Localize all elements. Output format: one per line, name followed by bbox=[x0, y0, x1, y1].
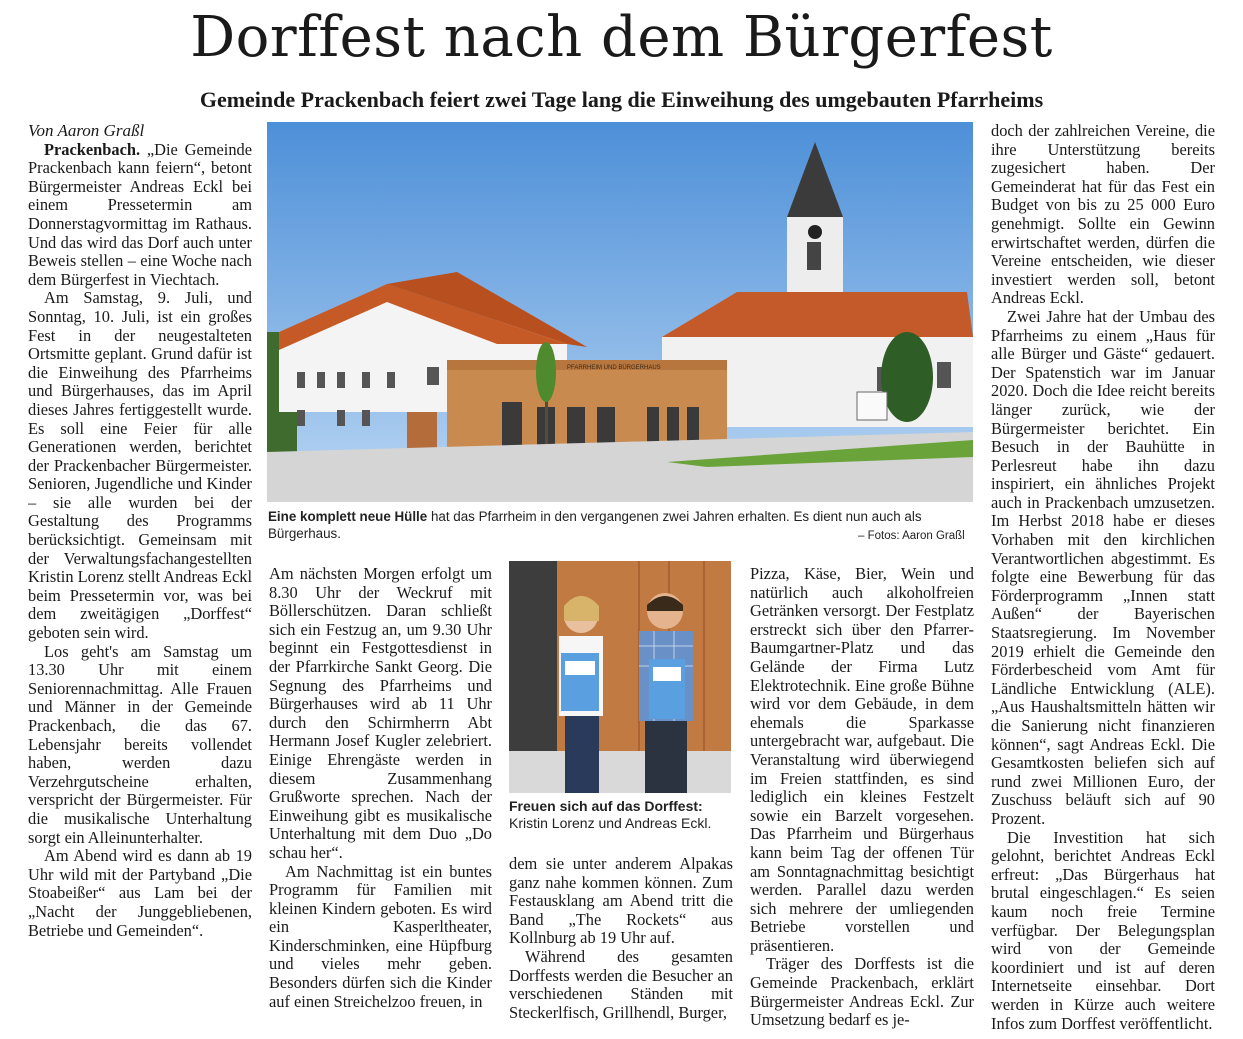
paragraph: Während des gesamten Dorffests werden die Besucher an verschiedenen Ständen mit Steckerlfisch, Grillhendl, Burger, bbox=[509, 946, 733, 1022]
paragraph: Am nächsten Morgen erfolgt um 8.30 Uhr der Weckruf mit Böllerschützen. Daran schließt sich ein Festzug an, um 9.30 Uhr beginnt ein Festgottesdienst in der Pfarrkirche Sankt Georg. Die Segnung des Pfarrheims und Bürgerhauses wird ab 11 Uhr durch den Schirmherrn Abt Hermann Josef Kugler zelebriert. Einige Ehrengäste werden in diesem Zusammenhang Grußworte sprechen. Nach der Einweihung gibt es musikalische Unterhaltung mit dem Duo „Do schau her“. bbox=[269, 565, 492, 862]
column-5 bbox=[991, 122, 1215, 1034]
column-1 bbox=[28, 122, 252, 1034]
paragraph: Prackenbach. „Die Gemeinde Prackenbach kann feiern“, betont Bürgermeister Andreas Eckl bei einem Pressetermin am Donnerstagvormittag im Rathaus. Und das wird das Dorf auch unter Beweis stellen – eine Woche nach dem Bürgerfest in Viechtach. bbox=[28, 139, 252, 289]
column-3 bbox=[509, 855, 733, 1033]
headline: Dorffest nach dem Bürgerfest bbox=[190, 5, 1053, 70]
subheadline: Gemeinde Prackenbach feiert zwei Tage lang die Einweihung des umgebauten Pfarrheims bbox=[199, 87, 1044, 112]
paragraph: Am Abend wird es dann ab 19 Uhr wild mit der Partyband „Die Stoabeißer“ aus Lam bei der „Nacht der Junggebliebenen, Betriebe und Gemeinden“. bbox=[28, 846, 252, 940]
author-line: Von Aaron Graßl bbox=[28, 122, 145, 140]
paragraph: Die Investition hat sich gelohnt, berichtet Andreas Eckl erfreut: „Das Bürgerhaus hat brutal eingeschlagen.“ Es seien kaum noch freie Termine verfügbar. Der Belegungsplan wird von der Gemeinde koordiniert und ist auf deren Internetseite einsehbar. Dort werden in Kürze auch weitere Infos zum Dorffest veröffentlicht. bbox=[991, 827, 1215, 1033]
building-sign: PFARRHEIM UND BÜRGERHAUS bbox=[567, 365, 661, 371]
paragraph: Pizza, Käse, Bier, Wein und natürlich auch alkoholfreien Getränken versorgt. Der Festplatz erstreckt sich über den Pfarrer-Baumgartner-Platz und das Gelände der Firma Lutz Elektrotechnik. Eine große Bühne wird vor dem Gebäude, in dem ehemals die Sparkasse untergebracht war, aufgebaut. Die Veranstaltung wird überwiegend im Freien stattfinden, es sind lediglich ein kleines Festzelt sowie ein Barzelt vorgesehen. Das Pfarrheim und Bürgerhaus kann beim Tag der offenen Tür am Sonntagnachmittag besichtigt werden. Parallel dazu werden sich mehrere der umliegenden Betriebe vorstellen und präsentieren. bbox=[750, 565, 974, 955]
dateline: Prackenbach. bbox=[44, 139, 141, 159]
paragraph: Am Samstag, 9. Juli, und Sonntag, 10. Juli, ist ein großes Fest in der neugestalteten Ortsmitte geplant. Grund dafür ist die Einweihung des Pfarrheims und Bürgerhauses, das im April dieses Jahres fertiggestellt wurde. Es soll eine Feier für alle Generationen werden, berichtet der Prackenbacher Bürgermeister. Senioren, Jugendliche und Kinder – sie alle wurden bei der Gestaltung des Programms berücksichtigt. Gemeinsam mit der Verwaltungsfachangestellten Kristin Lorenz stellt Andreas Eckl beim Pressetermin vor, was bei dem zweitägigen „Dorffest“ geboten sein wird. bbox=[28, 288, 252, 643]
paragraph: doch der zahlreichen Vereine, die ihre Unterstützung bereits zugesichert haben. Der Gemeinderat hat für das Fest ein Budget von bis zu 25 000 Euro genehmigt. Sollte ein Gewinn erwirtschaftet werden, dürfen die Vereine entscheiden, wie dieser investiert werden soll, betont Andreas Eckl. bbox=[991, 122, 1215, 308]
main-photo bbox=[267, 122, 973, 502]
paragraph: Träger des Dorffests ist die Gemeinde Prackenbach, erklärt Bürgermeister Andreas Eckl. Zur Umsetzung bedarf es je- bbox=[750, 954, 974, 1030]
column-2 bbox=[269, 565, 492, 1033]
column-4 bbox=[750, 565, 974, 1033]
paragraph: dem sie unter anderem Alpakas ganz nahe kommen können. Zum Festausklang am Abend tritt die Band „The Rockets“ aus Kollnburg ab 19 Uhr auf. bbox=[509, 855, 733, 948]
paragraph: Los geht's am Samstag um 13.30 Uhr mit einem Seniorennachmittag. Alle Frauen und Männer in der Gemeinde Prackenbach, die das 67. Lebensjahr bereits vollendet haben, werden dazu Verzehrgutscheine erhalten, verspricht der Bürgermeister. Für die musikalische Unterhaltung sorgt ein Alleinunterhalter. bbox=[28, 641, 252, 847]
main-photo-caption: Eine komplett neue Hülle hat das Pfarrheim in den vergangenen zwei Jahren erhalten. Es dient nun auch als Bürgerhaus. bbox=[268, 509, 922, 541]
paragraph: Am Nachmittag ist ein buntes Programm für Familien mit kleinen Kindern geboten. Es wird ein Kasperltheater, Kinderschminken, eine Hüpfburg und vieles mehr geben. Besonders dürfen sich die Kinder auf einen Streichelzoo freuen, in bbox=[269, 861, 492, 1011]
paragraph: Zwei Jahre hat der Umbau des Pfarrheims zu einem „Haus für alle Bürger und Gäste“ gedauert. Der Spatenstich war im Januar 2020. Doch die Idee reicht bereits länger zurück, wie der Bürgermeister berichtet. Ein Besuch in der Bauhütte in Perlesreut habe ihn dazu inspiriert, ein ähnliches Projekt auch in Prackenbach umzusetzen. Im Herbst 2018 habe er dieses Vorhaben mit den kirchlichen Verantwortlichen abgestimmt. Es folgte eine Bewerbung für das Förderprogramm „Innen statt Außen“ der Bayerischen Staatsregierung. Im November 2019 erhielt die Gemeinde den Förderbescheid vom Amt für Ländliche Entwicklung (ALE). „Aus Haushaltsmitteln hätten wir die Sanierung nicht finanzieren können“, sagt Andreas Eckl. Die Gesamtkosten beliefen sich auf rund zwei Millionen Euro, der Zuschuss beläuft sich auf 90 Prozent. bbox=[991, 306, 1215, 828]
photo-credit: – Fotos: Aaron Graßl bbox=[858, 530, 965, 542]
small-photo-caption: Freuen sich auf das Dorffest: Kristin Lorenz und Andreas Eckl. bbox=[509, 798, 712, 831]
small-photo bbox=[509, 561, 731, 793]
